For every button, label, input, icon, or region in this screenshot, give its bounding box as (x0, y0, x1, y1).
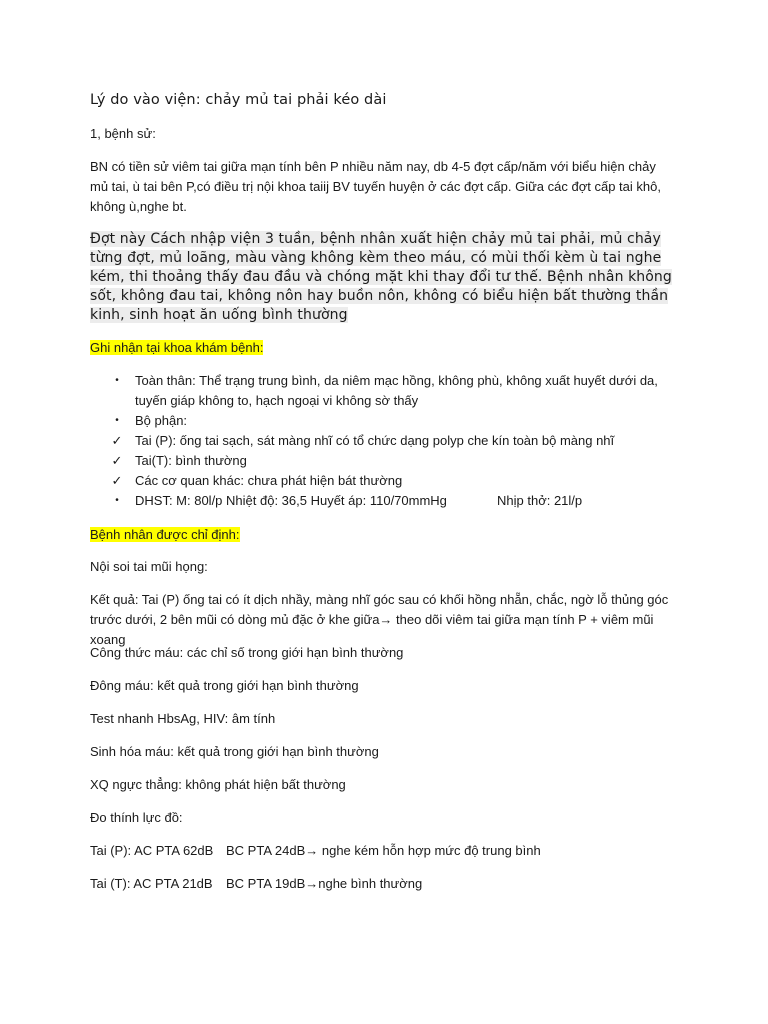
list-item (90, 451, 670, 471)
orders-heading-text: Bệnh nhân được chỉ định: (90, 527, 240, 542)
bullet-icon: • (115, 495, 119, 506)
exam-list (90, 371, 670, 511)
right-ear-ac: Tai (P): AC PTA 62dB (90, 843, 214, 858)
list-item (90, 411, 670, 431)
list-item (90, 471, 670, 491)
list-item (90, 371, 670, 411)
bullet-icon: • (115, 415, 119, 426)
right-ear-bc: BC PTA 24dB→ nghe kém hỗn hợp mức độ trung bình (226, 843, 541, 858)
coagulation-result: Đông máu: kết quả trong giới hạn bình thường (90, 678, 359, 693)
audiogram-left (90, 874, 422, 894)
exam-heading-text: Ghi nhận tại khoa khám bệnh: (90, 340, 264, 355)
list-item-text: Bộ phận: (135, 413, 188, 428)
admission-reason: Lý do vào viện: chảy mủ tai phải kéo dài (90, 92, 387, 108)
bullet-icon: • (115, 375, 119, 386)
list-item (90, 431, 670, 451)
audiogram-label: Đo thính lực đồ: (90, 810, 183, 825)
checkmark-icon: ✓ (111, 433, 123, 448)
endoscopy-result: Kết quả: Tai (P) ống tai có ít dịch nhầy, màng nhĩ góc sau có khối hồng nhẵn, chắc, ngờ lỗ thủng góc trước dưới, 2 bên mũi có dòng mủ đặc ở khe giữa→ theo dõi viêm tai giữa mạn tính P + viêm mũi xoang (90, 592, 669, 647)
list-item-text: Toàn thân: Thể trạng trung bình, da niêm mạc hồng, không phù, không xuất huyết dưới da, tuyến giáp không to, hạch ngoại vi không sờ thấy (135, 373, 658, 408)
list-item-vitals (90, 491, 670, 511)
biochemistry-result: Sinh hóa máu: kết quả trong giới hạn bình thường (90, 744, 379, 759)
rapid-test-result: Test nhanh HbsAg, HIV: âm tính (90, 711, 276, 726)
checkmark-icon: ✓ (111, 473, 123, 488)
audiogram-right (90, 841, 541, 861)
list-item-text: Tai(T): bình thường (135, 453, 247, 468)
history-paragraph: BN có tiền sử viêm tai giữa mạn tính bên P nhiều năm nay, db 4-5 đợt cấp/năm với biểu hiện chảy mủ tai, ù tai bên P,có điều trị nội khoa taiij BV tuyến huyện ở các đợt cấp. Giữa các đợt cấp tai khô, không ù,nghe bt. (90, 159, 661, 214)
checkmark-icon: ✓ (111, 453, 123, 468)
list-item-text: Các cơ quan khác: chưa phát hiện bát thường (135, 473, 403, 488)
left-ear-ac: Tai (T): AC PTA 21dB (90, 876, 213, 891)
section-history-heading: 1, bệnh sử: (90, 126, 156, 141)
exam-heading (90, 338, 263, 358)
list-item-text: Tai (P): ống tai sạch, sát màng nhĩ có tổ chức dạng polyp che kín toàn bộ màng nhĩ (135, 433, 615, 448)
left-ear-bc: BC PTA 19dB→nghe bình thường (226, 876, 423, 891)
vitals-respiration: Nhịp thở: 21l/p (497, 493, 583, 508)
endoscopy-label: Nội soi tai mũi họng: (90, 559, 208, 574)
vitals-main: DHST: M: 80l/p Nhiệt độ: 36,5 Huyết áp: 110/70mmHg (135, 493, 447, 508)
xray-result: XQ ngực thẳng: không phát hiện bất thường (90, 777, 346, 792)
current-episode-paragraph (90, 230, 682, 325)
orders-heading (90, 525, 240, 545)
current-episode-text: Đợt này Cách nhập viện 3 tuần, bệnh nhân xuất hiện chảy mủ tai phải, mủ chảy từng đợt, mủ loãng, màu vàng không kèm theo máu, có mùi thối kèm ù tai nghe kém, thi thoảng thấy đau đầu và chóng mặt khi thay đổi tư thế. Bệnh nhân không sốt, không đau tai, không nôn hay buồn nôn, không có biểu hiện bất thường thần kinh, sinh hoạt ăn uống bình thường (90, 231, 672, 323)
cbc-result: Công thức máu: các chỉ số trong giới hạn bình thường (90, 645, 404, 660)
